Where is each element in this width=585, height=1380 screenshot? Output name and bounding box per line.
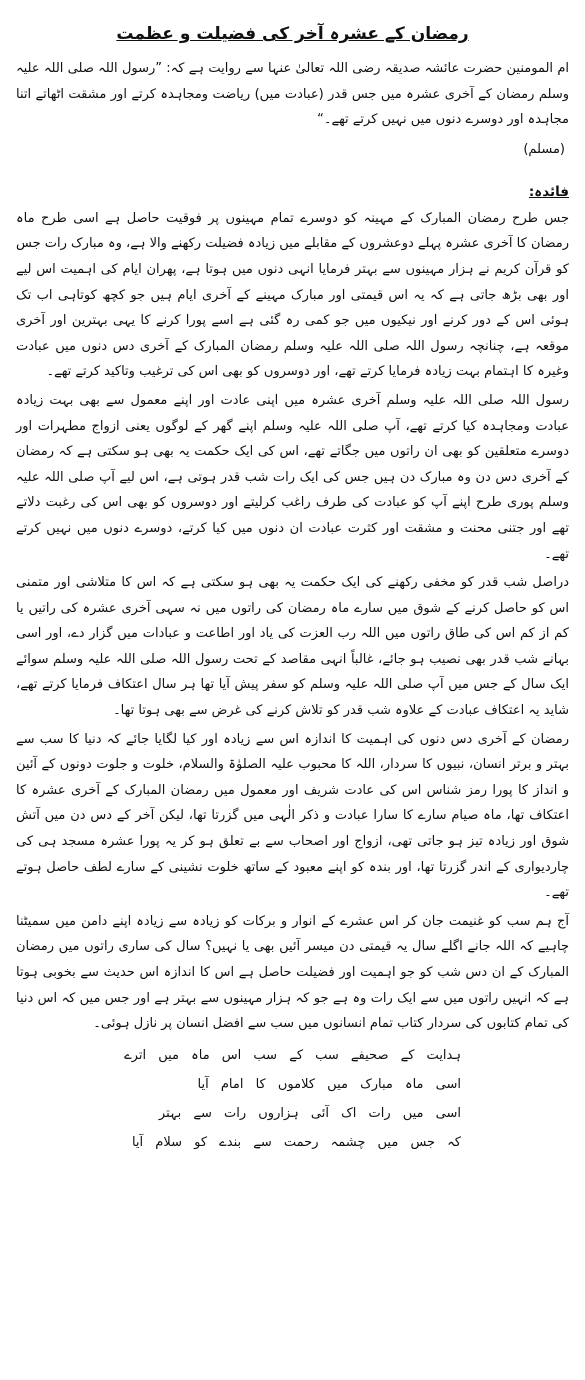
fawaid-heading: فائدہ: — [528, 183, 569, 200]
poem-line-1: ہدایت کے صحیفے سب کے سب اس ماہ میں اترے — [124, 1047, 461, 1063]
hadith-text: ام المومنین حضرت عائشہ صدیقہ رضی اللہ تعالیٰ عنہا سے روایت ہے کہ: ”رسول اللہ صلی اللہ علیہ وسلم رمضان کے آخری عشرہ میں جس قدر (عبادت میں) ریاضت ومجاہدہ کرتے اور مشقت اٹھاتے اتنا مجاہدہ اور دوسرے دنوں میں نہیں کرتے تھے۔“ — [16, 61, 569, 128]
fawaid-paragraph-1: جس طرح رمضان المبارک کے مہینہ کو دوسرے تمام مہینوں پر فوقیت حاصل ہے اسی طرح ماہ رمضان کا آخری عشرہ پہلے دوعشروں کے مقابلے میں زیادہ فضیلت رکھنے والا ہے، وہ مبارک رات جس کو قرآن کریم نے ہزار مہینوں سے بہتر فرمایا انہی دنوں میں ہوتا ہے، پھران ایام کی اہمیت اس لیے اور بھی بڑھ جاتی ہے کہ یہ اس قیمتی اور مبارک مہینے کے آخری ایام ہیں جو کچھ کوتاہی اب تک ہوئی اس کے دور کرنے اور نیکیوں میں جو کمی رہ گئی ہے اسے پورا کرنے کا یہی بہترین اور آخری موقعہ ہے، چنانچہ رسول اللہ صلی اللہ علیہ وسلم رمضان المبارک کے آخری دس دنوں میں عبادت وغیرہ کا اہتمام بہت زیادہ فرمایا کرتے تھے، اور دوسروں کو بھی اس کی ترغیب وتاکید کرتے تھے۔ — [16, 210, 569, 380]
fawaid-paragraph-2: رسول اللہ صلی اللہ علیہ وسلم آخری عشرہ میں اپنی عادت اور اپنے معمول سے بھی بہت زیادہ عبادت ومجاہدہ کیا کرتے تھے، آپ صلی اللہ علیہ وسلم اپنے گھر کے لوگوں یعنی ازواج مطہرات اور دوسرے متعلقین کو بھی ان راتوں میں جگاتے تھے، اس کی ایک حکمت یہ بھی ہو سکتی ہے کہ رمضان کے آخری دس دن وہ مبارک دن ہیں جس کی ایک رات شب قدر ہوتی ہے، اس لیے آپ صلی اللہ علیہ وسلم پوری طرح اپنے آپ کو عبادت کی طرف راغب کرلیتے اور دوسروں کو بھی اس کی رغبت دلاتے تھے اور جتنی محنت و مشقت اور کثرت عبادت ان دنوں میں کیا کرتے، دوسرے دنوں میں نہیں کرتے تھے۔ — [16, 392, 569, 562]
poem-line-4: کہ جس میں چشمہ رحمت سے بندے کو سلام آیا — [131, 1134, 461, 1150]
fawaid-paragraph-3: دراصل شب قدر کو مخفی رکھنے کی ایک حکمت یہ بھی ہو سکتی ہے کہ اس کا متلاشی اور متمنی اس کو حاصل کرنے کے شوق میں سارے ماہ رمضان کی راتوں میں نہ سہی آخری عشرہ کی راتیں یا کم از کم اس کی طاق راتوں میں اللہ رب العزت کی یاد اور اطاعت و عبادات میں گزار دے، اور اسی بہانے شب قدر بھی نصیب ہو جائے، غالباً انہی مقاصد کے تحت رسول اللہ صلی اللہ علیہ وسلم سوائے ایک سال کے جس میں آپ صلی اللہ علیہ وسلم کو سفر پیش آیا تھا ہر سال اعتکاف فرمایا کرتے تھے، شاید یہ اعتکاف عبادت کے علاوہ شب قدر کو تلاش کرنے کی غرض سے بھی ہوتا تھا۔ — [16, 575, 569, 719]
hadith-source: (مسلم) — [523, 141, 565, 157]
fawaid-paragraph-4: رمضان کے آخری دس دنوں کی اہمیت کا اندازہ اس سے زیادہ اور کیا لگایا جائے کہ دنیا کا سب سے بہتر و برتر انسان، نبیوں کا سردار، اللہ کا محبوب علیہ الصلوٰۃ والسلام، خلوت و جلوت دونوں کے آئین و انداز کا پورا رمز شناس اس کی عادت شریف اور معمول میں رمضان المبارک کے آخری عشرہ کا اعتکاف تھا، ماہ صیام سارے کا سارا عبادت و ذکر الٰہی میں گزرتا تھا، لیکن آخر کے دس دن میں آتش شوق اور زیادہ تیز ہو جاتی تھی، ازواج اور اصحاب سے بے تعلق ہو کر یہ پورا عشرہ مسجد ہی کی چاردیواری کے اندر گزرتا تھا، اور بندہ کو اپنے معبود کے ساتھ خلوت نشینی کے سارے لطف حاصل ہوتے تھے۔ — [16, 731, 569, 901]
page-title: رمضان کے عشرہ آخر کی فضیلت و عظمت — [116, 24, 469, 44]
poem-line-3: اسی میں رات اک آئی ہزاروں رات سے بہتر — [158, 1105, 461, 1121]
fawaid-paragraph-5: آج ہم سب کو غنیمت جان کر اس عشرے کے انوار و برکات کو زیادہ سے زیادہ اپنے دامن میں سمیٹنا چاہیے کہ اللہ جانے اگلے سال یہ قیمتی دن میسر آئیں بھی یا نہیں؟ سال کی ساری راتوں میں رمضان المبارک کے ان دس شب کو جو اہمیت اور فضیلت حاصل ہے اس کا اندازہ اس حدیث سے بخوبی ہوتا ہے کہ انہیں راتوں میں سے ایک رات وہ ہے جو کہ ہزار مہینوں سے بہتر ہے اور جس میں کہ اس دنیا کی تمام کتابوں کی سردار کتاب تمام انسانوں میں سب سے افضل انسان پر نازل ہوئی۔ — [16, 913, 569, 1032]
poem — [16, 1041, 569, 1157]
poem-line-2: اسی ماہ مبارک میں کلاموں کا امام آیا — [197, 1076, 461, 1092]
